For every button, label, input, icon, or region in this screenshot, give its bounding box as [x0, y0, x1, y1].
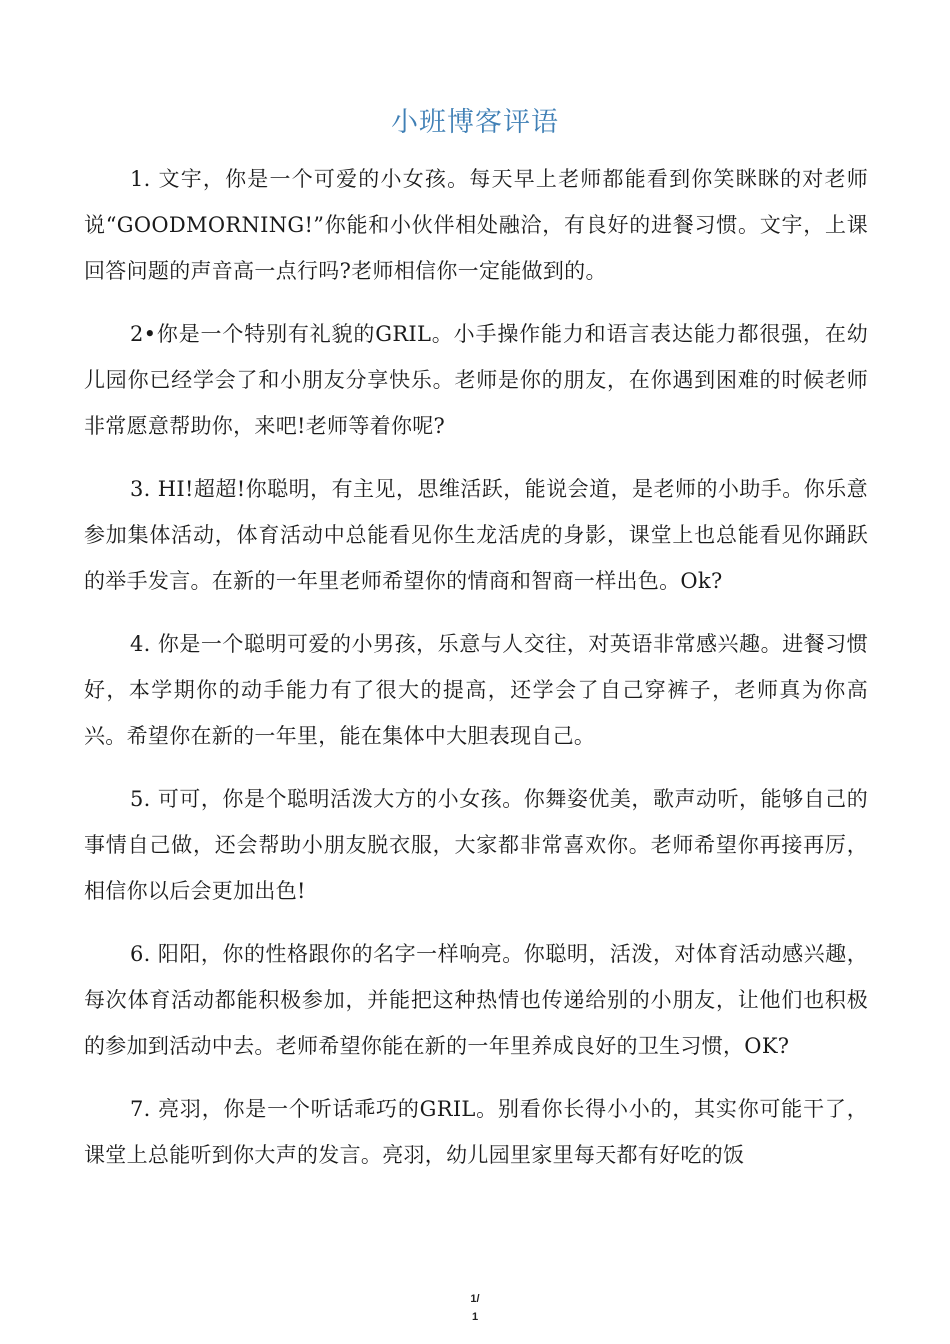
- comment-paragraph-4: 4. 你是一个聪明可爱的小男孩，乐意与人交往，对英语非常感兴趣。进餐习惯好，本学期你的动手能力有了很大的提高，还学会了自己穿裤子，老师真为你高兴。希望你在新的一年里，能在集体中大胆表现自己。: [84, 632, 868, 748]
- comment-paragraph-7: 7. 亮羽，你是一个听话乖巧的GRIL。别看你长得小小的，其实你可能干了，课堂上总能听到你大声的发言。亮羽，幼儿园里家里每天都有好吃的饭: [84, 1097, 868, 1167]
- comment-paragraph-5: 5. 可可，你是个聪明活泼大方的小女孩。你舞姿优美，歌声动听，能够自己的事情自己做，还会帮助小朋友脱衣服，大家都非常喜欢你。老师希望你再接再厉，相信你以后会更加出色!: [84, 787, 868, 903]
- document-title: 小班博客评语: [391, 107, 559, 138]
- comment-paragraph-2: 2•你是一个特别有礼貌的GRIL。小手操作能力和语言表达能力都很强，在幼儿园你已经学会了和小朋友分享快乐。老师是你的朋友，在你遇到困难的时候老师非常愿意帮助你，来吧!老师等着你呢?: [84, 322, 868, 438]
- comment-paragraph-1: 1. 文宇，你是一个可爱的小女孩。每天早上老师都能看到你笑眯眯的对老师说“GOODMORNING!”你能和小伙伴相处融洽，有良好的进餐习惯。文宇，上课回答问题的声音高一点行吗?老师相信你一定能做到的。: [84, 167, 868, 283]
- page-number: 1/ 1: [470, 1293, 480, 1323]
- comment-paragraph-3: 3. HI!超超!你聪明，有主见，思维活跃，能说会道，是老师的小助手。你乐意参加集体活动，体育活动中总能看见你生龙活虎的身影，课堂上也总能看见你踊跃的举手发言。在新的一年里老师希望你的情商和智商一样出色。Ok?: [84, 477, 868, 593]
- document-body: [84, 156, 868, 1195]
- comment-paragraph-6: 6. 阳阳，你的性格跟你的名字一样响亮。你聪明，活泼，对体育活动感兴趣，每次体育活动都能积极参加，并能把这种热情也传递给别的小朋友，让他们也积极的参加到活动中去。老师希望你能在新的一年里养成良好的卫生习惯，OK?: [84, 942, 868, 1058]
